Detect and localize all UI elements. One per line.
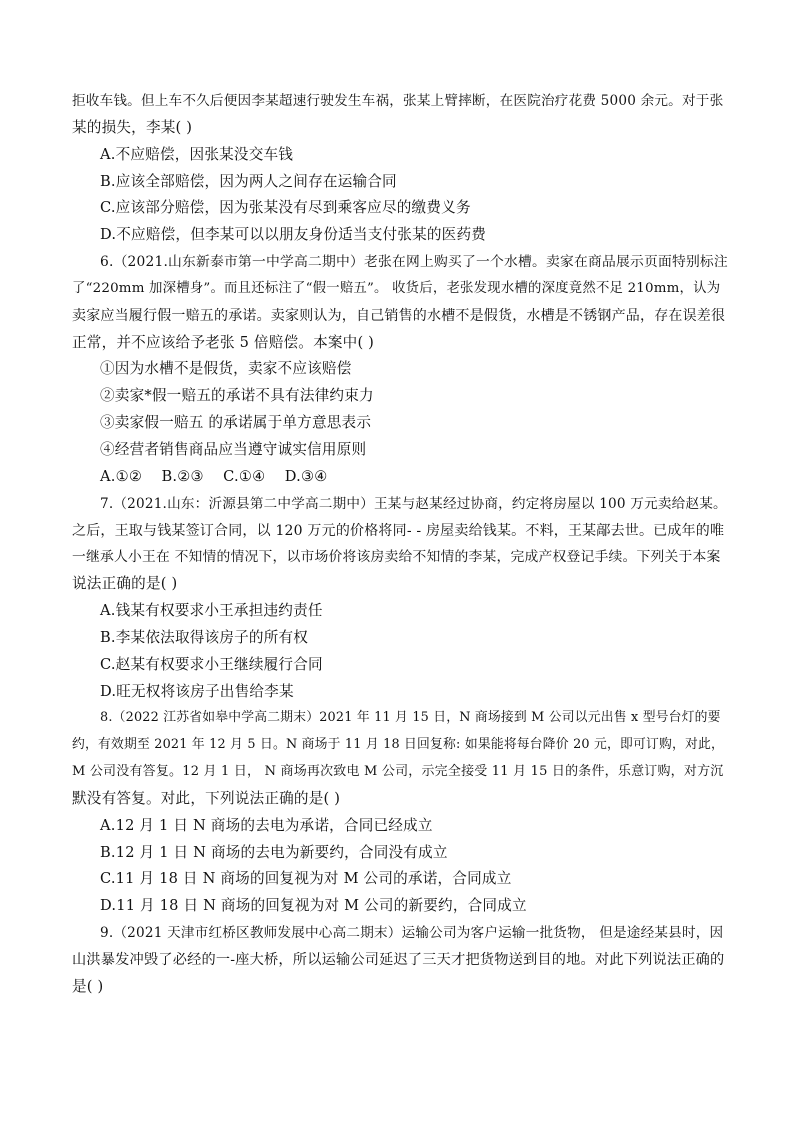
question-6-statement-2: ②卖家*假一赔五的承诺不具有法律约束力	[100, 387, 374, 405]
question-7-option-a: A.钱某有权要求小王承担违约责任	[100, 602, 323, 620]
question-6-stem-line: 卖家应当履行假一赔五的承诺。卖家则认为，自己销售的水槽不是假货，水槽是不锈钢产品，存在误差很	[72, 307, 726, 324]
question-7-option-d: D.旺无权将该房子出售给李某	[100, 682, 294, 700]
question-7	[72, 491, 728, 706]
question-8-option-c: C.11 月 18 日 N 商场的回复视为对 M 公司的承诺，合同成立	[100, 870, 512, 888]
question-8-option-d: D.11 月 18 日 N 商场的回复视为对 M 公司的新要约，合同成立	[100, 897, 527, 915]
question-8-stem-line: M 公司没有答复。12 月 1 日， N 商场再次致电 M 公司，示完全接受 11 月 15 日的条件，乐意订购，对方沉	[72, 764, 724, 780]
question-8-stem-line: 8.（2022 江苏省如皋中学高二期末）2021 年 11 月 15 日，N 商场接到 M 公司以元出售 x 型号台灯的要	[100, 710, 721, 726]
question-5-stem-line: 拒收车钱。但上车不久后便因李某超速行驶发生车祸，张某上臂摔断，在医院治疗花费 5000 余元。对于张	[72, 93, 724, 109]
question-7-stem-line: 一继承人小王在 不知情的情况下，以市场价将该房卖给不知情的李某，完成产权登记手续。下列关于本案	[72, 549, 721, 566]
question-9-stem-line: 是( )	[72, 977, 104, 995]
question-7-stem-line: 之后，王取与钱某签订合同，以 120 万元的价格将同- - 房屋卖给钱某。不料，王某鄗去世。已成年的唯	[72, 522, 725, 539]
question-8	[72, 705, 728, 920]
question-8-option-a: A.12 月 1 日 N 商场的去电为承诺，合同已经成立	[100, 816, 433, 834]
question-7-stem-line: 说法正确的是( )	[72, 575, 178, 593]
question-7-option-b: B.李某依法取得该房子的所有权	[100, 628, 309, 646]
question-7-stem-line: 7.（2021.山东：沂源县第二中学高二期中）王某与赵某经过协商，约定将房屋以 100 万元卖给赵某。	[100, 495, 727, 512]
question-5-option-c: C.应该部分赔偿，因为张某没有尽到乘客应尽的缴费义务	[100, 199, 471, 217]
document-page	[72, 88, 728, 1001]
question-5-stem-line: 某的损失，李某( )	[72, 118, 193, 136]
question-6	[72, 249, 728, 491]
question-9	[72, 920, 728, 1001]
question-6-statement-4: ④经营者销售商品应当遵守诚实信用原则	[100, 440, 367, 458]
question-6-stem-line: 正常，并不应该给予老张 5 倍赔偿。本案中( )	[72, 333, 375, 351]
question-9-stem-line: 9.（2021 天津市红桥区教师发展中心高二期末）运输公司为客户运输一批货物， 但是途经某县时，因	[100, 925, 724, 942]
question-6-stem-line: 6.（2021.山东新泰市第一中学高二期中）老张在网上购买了一个水槽。卖家在商品展示页面特别标注	[100, 254, 728, 271]
question-5-option-a: A.不应赔偿，因张某没交车钱	[100, 145, 294, 163]
question-5	[72, 88, 728, 249]
question-8-stem-line: 默没有答复。对此，下列说法正确的是( )	[72, 789, 341, 807]
question-8-option-b: B.12 月 1 日 N 商场的去电为新要约，合同没有成立	[100, 843, 448, 861]
question-9-stem-line: 山洪暴发冲毁了必经的一-座大桥，所以运输公司延迟了三天才把货物送到目的地。对此下列说法正确的	[72, 952, 725, 968]
question-7-option-c: C.赵某有权要求小王继续履行合同	[100, 655, 323, 673]
question-5-option-b: B.应该全部赔偿，因为两人之间存在运输合同	[100, 172, 397, 190]
question-5-option-d: D.不应赔偿，但李某可以以朋友身份适当支付张某的医药费	[100, 226, 487, 244]
question-8-stem-line: 约，有效期至 2021 年 12 月 5 日。N 商场于 11 月 18 日回复称: 如果能将每台降价 20 元，即可订购，对此，	[72, 737, 724, 753]
question-6-statement-3: ③卖家假一赔五 的承诺属于单方意思表示	[100, 414, 372, 432]
question-6-stem-line: 了“220mm 加深槽身”。而且还标注了“假一赔五”。 收货后，老张发现水槽的深度竟然不足 210mm，认为	[72, 280, 721, 296]
question-6-answer-choices: A.①② B.②③ C.①④ D.③④	[100, 467, 328, 485]
question-6-statement-1: ①因为水槽不是假货，卖家不应该赔偿	[100, 360, 352, 378]
